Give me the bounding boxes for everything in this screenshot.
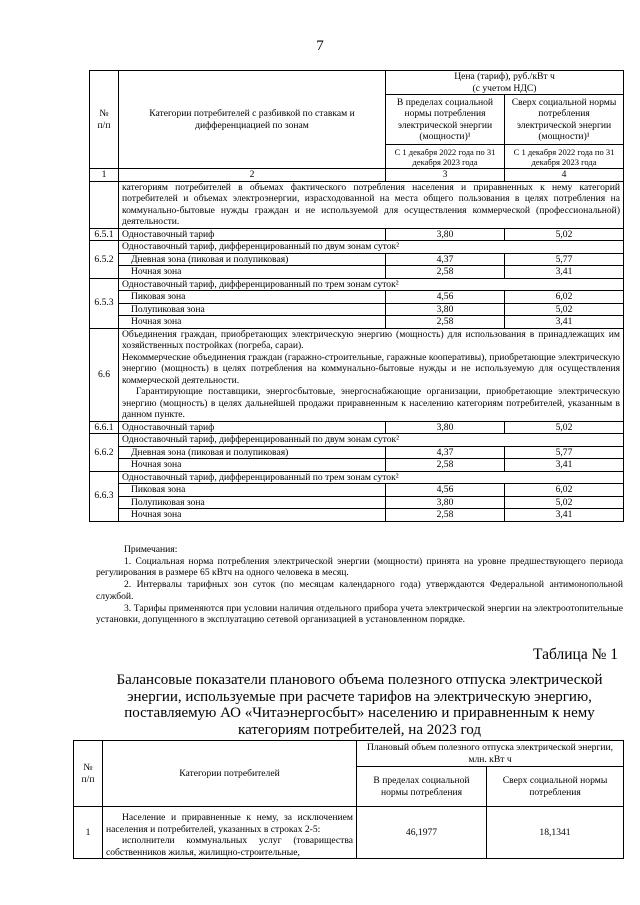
row-label: Одноставочный тариф [119,421,386,434]
row-num: 6.6 [90,328,119,421]
col-index-2: 2 [119,169,386,182]
table-label: Таблица № 1 [533,646,618,663]
price-within: 4,56 [386,291,505,304]
continuation-text: категориям потребителей в объемах фактического потребления населения и приравненных к нему категорий потребителей и объемах электроэнергии, израсходованной на места общего пользования в целях потребления на коммунально-бытовые нужды граждан и не используемой для осуществления коммерческой (профессиональной) деятельности. [119,181,624,228]
zone-label: Полупиковая зона [119,303,386,316]
header-within-norm: В пределах социальной нормы потребления электрической энергии (мощности)¹ [386,95,505,145]
category-paragraph: Некоммерческие объединения граждан (гаражно-строительные, гаражные кооперативы), приобретающие электрическую энергию (мощность) в целях потребления на коммунально-бытовые нужды и не используемую для осуществления коммерческой деятельности. [122,351,621,386]
notes-title: Примечания: [124,544,178,555]
header-period-above: С 1 декабря 2022 года по 31 декабря 2023 года [505,145,624,169]
tariff-table [89,70,624,522]
volume-within: 46,1977 [357,807,487,859]
zone-label: Дневная зона (пиковая и полупиковая) [119,446,386,459]
row-num: 6.6.2 [90,434,119,472]
zone-label: Пиковая зона [119,291,386,304]
price-above: 3,41 [505,509,624,522]
header-num: № п/п [90,71,119,169]
note-2: 2. Интервалы тарифных зон суток (по месяцам календарного года) утверждаются Федеральной антимонопольной службой. [96,579,623,602]
price-within: 4,56 [386,484,505,497]
row-category [103,807,357,859]
header-price: Цена (тариф), руб./кВт ч (с учетом НДС) [386,71,624,95]
col-index-1: 1 [90,169,119,182]
price-within: 4,37 [386,446,505,459]
zone-label: Полупиковая зона [119,496,386,509]
col-index-4: 4 [505,169,624,182]
row-num: 6.5.3 [90,278,119,328]
row-num: 1 [74,807,103,859]
price-above: 5,77 [505,446,624,459]
zone-label: Ночная зона [119,266,386,279]
price-above: 5,02 [505,303,624,316]
page-number: 7 [316,38,324,54]
row-label: Одноставочный тариф, дифференцированный по трем зонам суток² [119,471,624,484]
category-paragraph: Гарантирующие поставщики, энергосбытовые, энергоснабжающие организации, приобретающие электрическую энергию (мощность) в целях дальнейшей продажи приравненным к населению категориям потребителей, указанным в данном пункте. [122,386,621,420]
row-num: 6.5.2 [90,241,119,279]
row-label: Одноставочный тариф, дифференцированный по двум зонам суток² [119,241,624,254]
category-text: исполнители коммунальных услуг (товарищества собственников жилья, жилищно-строительные, [106,835,353,858]
header-above-norm: Сверх социальной нормы потребления [487,767,624,807]
price-within: 3,80 [386,421,505,434]
header-category: Категории потребителей [103,741,357,807]
zone-label: Ночная зона [119,459,386,472]
price-above: 5,02 [505,421,624,434]
price-within: 3,80 [386,303,505,316]
price-above: 3,41 [505,459,624,472]
category-description [119,328,624,421]
row-num: 6.6.3 [90,471,119,521]
section-heading: Балансовые показатели планового объема полезного отпуска электрической энергии, используемые при расчете тарифов на электрическую энергию, поставляемую АО «Читаэнергосбыт» населению и приравненным к нему категориям потребителей, на 2023 год [116,672,603,738]
price-within: 2,58 [386,509,505,522]
price-above: 5,02 [505,228,624,241]
price-within: 3,80 [386,496,505,509]
balance-table [73,740,624,859]
price-within: 4,37 [386,253,505,266]
zone-label: Ночная зона [119,316,386,329]
note-1: 1. Социальная норма потребления электрической энергии (мощности) принята на уровне предшествующего периода регулирования в размере 65 кВтч на одного человека в месяц. [96,555,623,579]
price-above: 3,41 [505,316,624,329]
col-index-3: 3 [386,169,505,182]
price-above: 6,02 [505,291,624,304]
header-period-within: С 1 декабря 2022 года по 31 декабря 2023 года [386,145,505,169]
zone-label: Ночная зона [119,509,386,522]
header-num: № п/п [74,741,103,807]
row-label: Одноставочный тариф, дифференцированный по двум зонам суток² [119,434,624,447]
row-label: Одноставочный тариф [119,228,386,241]
note-3: 3. Тарифы применяются при условии наличия отдельного прибора учета электрической энергии на электроотопительные установки, допущенного в эксплуатацию сетевой организацией в установленном порядке. [96,602,623,626]
price-above: 3,41 [505,266,624,279]
header-within-norm: В пределах социальной нормы потребления [357,767,487,807]
header-above-norm: Сверх социальной нормы потребления электрической энергии (мощности)¹ [505,95,624,145]
zone-label: Дневная зона (пиковая и полупиковая) [119,253,386,266]
zone-label: Пиковая зона [119,484,386,497]
category-paragraph: Объединения граждан, приобретающих электрическую энергию (мощность) для использования в принадлежащих им хозяйственных постройках (погреба, сараи). [122,328,621,351]
price-above: 5,77 [505,253,624,266]
volume-above: 18,1341 [487,807,624,859]
row-label: Одноставочный тариф, дифференцированный по трем зонам суток² [119,278,624,291]
price-within: 2,58 [386,459,505,472]
row-num: 6.6.1 [90,421,119,434]
price-within: 2,58 [386,266,505,279]
notes [96,544,623,626]
price-within: 3,80 [386,228,505,241]
price-within: 2,58 [386,316,505,329]
row-num: 6.5.1 [90,228,119,241]
price-above: 6,02 [505,484,624,497]
category-text: Население и приравненные к нему, за исключением населения и потребителей, указанных в строках 2-5: [106,812,353,835]
header-category: Категории потребителей с разбивкой по ставкам и дифференциацией по зонам [119,71,386,169]
header-volume: Плановый объем полезного отпуска электрической энергии, млн. кВт ч [357,741,624,767]
price-above: 5,02 [505,496,624,509]
